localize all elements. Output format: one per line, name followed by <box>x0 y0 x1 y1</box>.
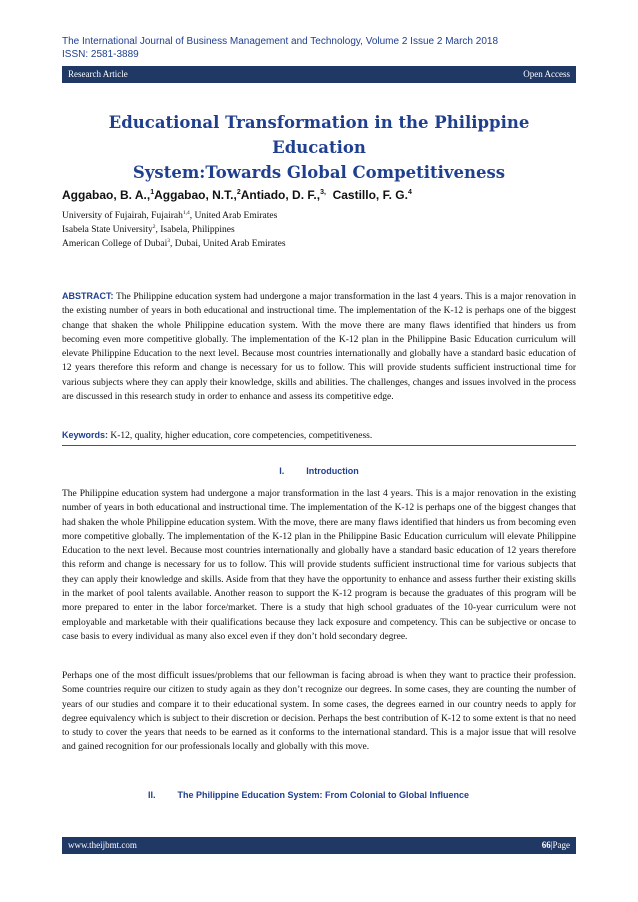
section-heading-introduction <box>62 466 576 476</box>
journal-issn: ISSN: 2581-3889 <box>62 49 139 60</box>
affiliation-name: American College of Dubai <box>62 239 168 250</box>
access-type-label: Open Access <box>523 69 570 79</box>
paper-title <box>62 110 576 185</box>
author-affil-marker: 1 <box>150 189 155 196</box>
author-affil-marker: 3, <box>320 189 326 196</box>
author-affil-marker: 4 <box>407 189 412 196</box>
affiliation-line <box>62 238 286 249</box>
article-type-banner <box>62 66 576 83</box>
affiliation-location: , Isabela, Philippines <box>155 225 235 236</box>
affiliation-name: University of Fujairah, Fujairah <box>62 211 183 222</box>
affiliation-marker: 1,4 <box>182 210 190 216</box>
keywords-text: K-12, quality, higher education, core competencies, competitiveness. <box>108 431 373 441</box>
affiliation-marker: 3 <box>167 238 171 244</box>
section-heading-education-system <box>148 790 469 800</box>
abstract <box>62 289 576 404</box>
section-title: The Philippine Education System: From Colonial to Global Influence <box>177 790 470 800</box>
page-footer <box>62 837 576 854</box>
section-number: II. <box>148 790 156 800</box>
article-type-label: Research Article <box>68 69 128 79</box>
author-list <box>62 188 412 202</box>
abstract-label: ABSTRACT: <box>62 291 114 301</box>
keywords-label: Keywords: <box>62 430 109 440</box>
page-number-label: |Page <box>550 840 570 850</box>
section-number: I. <box>279 466 285 476</box>
author-name: Aggabao, N.T., <box>154 188 237 202</box>
paper-title-line-1: Educational Transformation in the Philippine Education <box>108 113 530 157</box>
keywords <box>62 428 576 443</box>
section-title: Introduction <box>306 466 359 476</box>
introduction-paragraph-2: Perhaps one of the most difficult issues/problems that our fellowman is facing abroad is when they want to practice their profession. Some countries require our citizen to study again as they don’t recognize our degrees. In some cases, they are counting the number of years of our studies and compare it to their educational system. In some cases, the degrees earned in our country needs to apply for degree equivalency which is subject to their discretion or decision. Perhaps the best contribution of K-12 to some extent is that no need to study to cover the years that needs to be earned as it conforms to the international standard. This is a major issue that will resolve and gained recognition for our professionals locally and globally with this move. <box>62 671 576 753</box>
affiliation-location: , United Arab Emirates <box>189 211 278 222</box>
page-number-value: 66 <box>541 840 551 850</box>
page-number <box>542 840 570 850</box>
affiliation-line <box>62 224 235 235</box>
author-name: Antiado, D. F., <box>240 188 321 202</box>
author-affil-marker: 2 <box>236 189 241 196</box>
introduction-paragraph-1: The Philippine education system had undergone a major transformation in the last 4 years. This is a major renovation in the existing number of years in both educational and instructional time. The implementation of the K-12 is perhaps one of the biggest changes that had shaken the whole Philippine education system. With the move, there are many flaws identified that hinders us from becoming even more competitive globally. The implementation of the K-12 plan in the Philippine Basic Education curriculum will elevate Philippine Education to the next level. Because most countries internationally and globally have a standard basic education of 12 years therefore this reform and change is necessary for us to follow. This will provide students sufficient instructional time for various subjects that they can apply their knowledge and skills. Aside from that they have the opportunity to enhance and assess further their existing skills in the market of pool talents available. Another reason to support the K-12 program is because the graduates of this program will be more prepared to enter in the labor force/market. There is a study that high school graduates of the 10-year curriculum were not employable and marketable with their qualifications because they lack exposure and competency. This can be subjective or oncase to case basis to every individual as many also excel even if they don’t hold secondary degree. <box>62 489 576 642</box>
paper-title-line-2: System:Towards Global Competitiveness <box>132 163 506 182</box>
affiliation-location: , Dubai, United Arab Emirates <box>170 239 286 250</box>
journal-website: www.theijbmt.com <box>68 840 137 850</box>
author-name: Castillo, F. G. <box>332 188 408 202</box>
affiliation-name: Isabela State University <box>62 225 153 236</box>
journal-citation: The International Journal of Business Management and Technology, Volume 2 Issue 2 March 2018 <box>62 36 499 47</box>
abstract-divider <box>62 445 576 446</box>
affiliation-line <box>62 210 277 221</box>
abstract-text: The Philippine education system had undergone a major transformation in the last 4 years. This is a major renovation in the existing number of years in both educational and instructional time. The implementation of the K-12 is perhaps one of the biggest change that shaken the whole Philippine education system. With the move there are many flaws identified that hinders us from becoming even more competitive globally. The implementation of the K-12 plan in the Philippine Basic Education curriculum will elevate Philippine Education to the next level. Because most countries internationally and globally have a standard basic education of 12 years therefore this reform and change is necessary for us to follow. This will provide students sufficient instructional time for various subjects where they can apply their knowledge, skills and abilities. The challenges, changes and issues involved in the process are discussed in this research study in order to enhance and assess its competitive edge. <box>62 292 576 403</box>
affiliation-marker: 2 <box>152 224 156 230</box>
author-name: Aggabao, B. A., <box>62 188 151 202</box>
